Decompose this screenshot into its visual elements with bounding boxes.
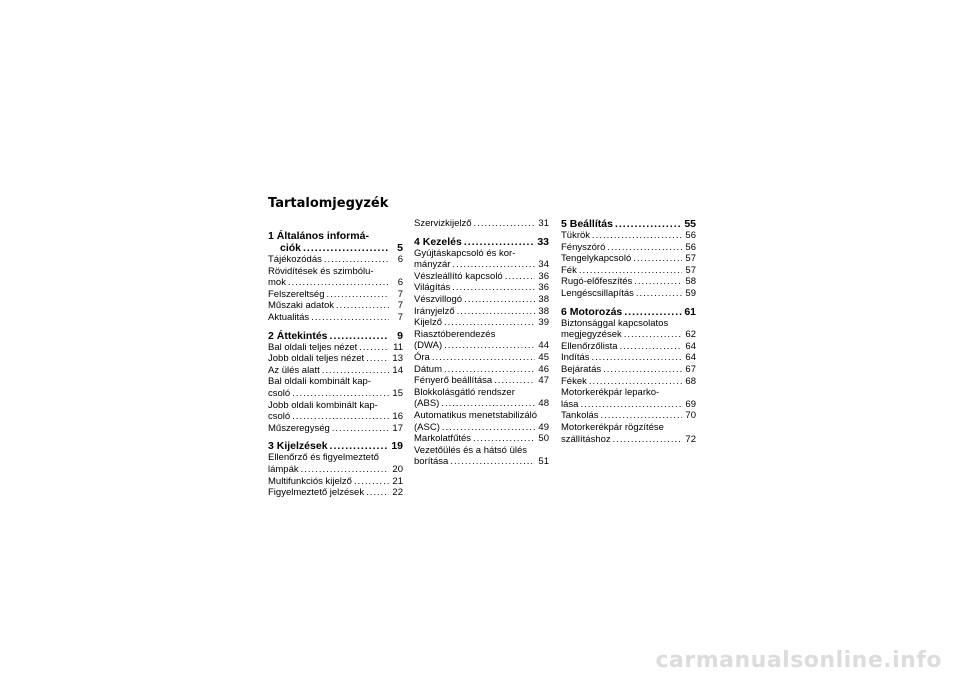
toc-entry[interactable] (268, 254, 403, 266)
dot-leader (441, 398, 535, 410)
dot-leader (603, 364, 682, 376)
dot-leader (589, 376, 682, 388)
toc-entry-text-line1: Biztonsággal kapcsolatos (561, 317, 669, 329)
toc-entry[interactable] (414, 329, 549, 352)
toc-page-number: 61 (684, 305, 696, 318)
toc-entry-text: Fényerő beállítása (414, 375, 493, 387)
dot-leader (366, 487, 389, 499)
toc-entry[interactable] (268, 289, 403, 301)
toc-entry-text: Figyelmeztető jelzések (268, 487, 365, 499)
toc-entry-text: megjegyzések (561, 329, 622, 341)
toc-page-number: 36 (538, 282, 549, 294)
toc-page-number: 5 (397, 242, 403, 254)
toc-entry-text: szállításhoz (561, 433, 611, 445)
dot-leader (473, 433, 535, 445)
dot-leader (366, 353, 389, 365)
toc-entry-text-line1: Gyújtáskapcsoló és kor- (414, 247, 516, 259)
toc-entry[interactable] (561, 352, 696, 364)
toc-column-2 (414, 218, 549, 468)
dot-leader (354, 476, 389, 488)
toc-entry-text: Jobb oldali teljes nézet (268, 353, 365, 365)
dot-leader (303, 242, 389, 254)
toc-entry-text: Indítás (561, 352, 590, 364)
toc-section[interactable] (268, 230, 403, 254)
dot-leader (336, 300, 389, 312)
toc-page-number: 15 (392, 387, 403, 399)
toc-page-number: 49 (538, 421, 549, 433)
toc-page-number: 70 (685, 410, 696, 422)
toc-entry-text: Irányjelző (414, 305, 455, 317)
toc-page-number: 55 (684, 218, 696, 230)
toc-entry[interactable] (414, 433, 549, 445)
toc-entry-text: Fékek (561, 375, 587, 387)
toc-page-number: 33 (537, 235, 549, 248)
toc-page-number: 57 (685, 253, 696, 265)
toc-entry-text: mok (268, 277, 286, 289)
toc-entry[interactable] (414, 375, 549, 387)
dot-leader (330, 330, 389, 342)
dot-leader (505, 271, 535, 283)
toc-entry-text: (ABS) (414, 398, 440, 410)
toc-page-number: 7 (397, 288, 403, 300)
dot-leader (464, 294, 535, 306)
dot-leader (615, 218, 682, 230)
dot-leader (464, 236, 535, 248)
toc-entry-text: mányzár (414, 259, 451, 271)
toc-page-number: 69 (685, 398, 696, 410)
toc-entry-text-line1: Bal oldali kombinált kap- (268, 376, 371, 388)
toc-entry[interactable] (414, 282, 549, 294)
toc-page-number: 44 (538, 340, 549, 352)
dot-leader (332, 423, 389, 435)
toc-entry[interactable] (561, 410, 696, 422)
toc-page-number: 72 (685, 433, 696, 445)
toc-page-number: 64 (685, 352, 696, 364)
toc-page-number: 31 (538, 218, 549, 229)
toc-entry-text: Rugó-előfeszítés (561, 276, 633, 288)
dot-leader (580, 399, 682, 411)
dot-leader (634, 276, 682, 288)
dot-leader (359, 342, 389, 354)
dot-leader (444, 364, 535, 376)
page-title: Tartalomjegyzék (268, 196, 389, 211)
toc-page-number: 17 (392, 422, 403, 434)
toc-entry[interactable] (414, 271, 549, 283)
watermark: carmanualsonline.info (655, 648, 942, 673)
dot-leader (292, 388, 389, 400)
toc-page-number: 36 (538, 270, 549, 282)
toc-entry[interactable] (414, 445, 549, 468)
dot-leader (592, 352, 682, 364)
dot-leader (636, 288, 682, 300)
toc-entry-text-line1: Vezetőülés és a hátsó ülés (414, 444, 528, 456)
toc-entry-text: 3 Kijelzések (268, 440, 328, 453)
toc-entry-text: lámpák (268, 463, 299, 475)
toc-entry-text-line1: Jobb oldali kombinált kap- (268, 399, 378, 411)
toc-entry-text: borítása (414, 456, 449, 468)
toc-entry[interactable] (561, 253, 696, 265)
toc-entry-text: Az ülés alatt (268, 364, 320, 376)
toc-entry-text: 4 Kezelés (414, 235, 462, 248)
dot-leader (301, 464, 389, 476)
toc-entry-text: ciók (280, 242, 302, 254)
toc-entry[interactable] (561, 230, 696, 242)
dot-leader (292, 411, 389, 423)
toc-entry[interactable] (561, 387, 696, 410)
toc-page-number: 58 (685, 276, 696, 288)
toc-entry[interactable] (414, 410, 549, 433)
toc-entry[interactable] (561, 376, 696, 388)
dot-leader (288, 277, 389, 289)
toc-page-number: 13 (392, 353, 403, 365)
dot-leader (592, 230, 682, 242)
dot-leader (579, 265, 682, 277)
toc-entry[interactable] (561, 341, 696, 353)
toc-entry[interactable] (561, 288, 696, 300)
toc-entry-text: Vészleállító kapcsoló (414, 270, 503, 282)
toc-page-number: 19 (391, 440, 403, 453)
toc-entry[interactable] (268, 376, 403, 399)
toc-entry-text: Műszaki adatok (268, 300, 335, 312)
dot-leader (444, 317, 535, 329)
toc-page-number: 22 (392, 487, 403, 499)
toc-section[interactable] (268, 440, 403, 452)
toc-entry[interactable] (561, 276, 696, 288)
toc-section[interactable] (561, 218, 696, 230)
toc-entry[interactable] (561, 318, 696, 341)
toc-entry-text: Tükrök (561, 230, 591, 241)
toc-page-number: 57 (685, 264, 696, 276)
dot-leader (442, 422, 535, 434)
dot-leader (450, 456, 535, 468)
toc-entry[interactable] (414, 352, 549, 364)
toc-entry-text: Fék (561, 264, 577, 276)
toc-page-number: 38 (538, 293, 549, 305)
toc-page-number: 64 (685, 340, 696, 352)
toc-entry-text-line1: Blokkolásgátló rendszer (414, 386, 515, 398)
toc-entry[interactable] (414, 317, 549, 329)
toc-entry[interactable] (268, 312, 403, 324)
toc-entry-text: Bal oldali teljes nézet (268, 341, 358, 353)
toc-entry-text-line1: Rövidítések és szimbólu- (268, 265, 374, 277)
toc-entry-text: Szervizkijelző (414, 218, 472, 229)
dot-leader (613, 434, 682, 446)
dot-leader (330, 440, 389, 452)
toc-page-number: 47 (538, 375, 549, 387)
dot-leader (327, 289, 390, 301)
toc-page-number: 48 (538, 398, 549, 410)
toc-page-number: 50 (538, 433, 549, 445)
toc-entry-text: Tájékozódás (268, 254, 322, 265)
toc-entry-text: Multifunkciós kijelző (268, 475, 352, 487)
toc-entry-text: Lengéscsillapítás (561, 287, 634, 299)
toc-page-number: 14 (392, 364, 403, 376)
toc-entry-text: (DWA) (414, 340, 443, 352)
toc-page-number: 45 (538, 351, 549, 363)
toc-entry-text: Vészvillogó (414, 293, 463, 305)
toc-page-number: 51 (538, 456, 549, 468)
toc-column-3 (561, 218, 696, 445)
toc-entry-text: Tankolás (561, 410, 599, 422)
toc-entry-text: lása (561, 398, 579, 410)
dot-leader (322, 365, 389, 377)
dot-leader (601, 410, 683, 422)
toc-entry[interactable] (268, 423, 403, 435)
dot-leader (311, 312, 389, 324)
toc-entry-text: Fényszóró (561, 241, 606, 253)
toc-entry-text: Aktualitás (268, 311, 310, 323)
dot-leader (620, 341, 683, 353)
toc-entry[interactable] (268, 300, 403, 312)
dot-leader (624, 306, 682, 318)
toc-entry-text: csoló (268, 387, 291, 399)
toc-page-number: 11 (393, 341, 403, 353)
toc-entry-text-line1: Motorkerékpár rögzítése (561, 421, 664, 433)
dot-leader (432, 352, 535, 364)
toc-entry-text: Világítás (414, 282, 451, 294)
toc-entry-text: Felszereltség (268, 288, 325, 300)
toc-entry-text-line1: 1 Általános informá- (268, 230, 369, 242)
toc-entry-text: 2 Áttekintés (268, 329, 328, 342)
toc-entry[interactable] (414, 364, 549, 376)
toc-entry[interactable] (268, 365, 403, 377)
dot-leader (633, 253, 682, 265)
toc-entry[interactable] (414, 294, 549, 306)
toc-page-number: 7 (397, 311, 403, 323)
dot-leader (452, 259, 535, 271)
toc-entry[interactable] (268, 476, 403, 488)
toc-entry-text: 5 Beállítás (561, 218, 613, 230)
toc-entry[interactable] (268, 342, 403, 354)
toc-entry-text: Bejáratás (561, 363, 602, 375)
toc-entry[interactable] (414, 218, 549, 230)
toc-entry[interactable] (561, 364, 696, 376)
toc-section[interactable] (268, 330, 403, 342)
toc-section[interactable] (414, 236, 549, 248)
toc-page-number: 21 (392, 475, 403, 487)
toc-entry[interactable] (268, 400, 403, 423)
toc-entry-text-line1: Riasztóberendezés (414, 328, 496, 340)
dot-leader (494, 375, 535, 387)
toc-page-number: 59 (685, 287, 696, 299)
toc-page-number: 34 (538, 259, 549, 271)
toc-entry[interactable] (268, 353, 403, 365)
toc-entry-text: csoló (268, 411, 291, 423)
toc-page-number: 62 (685, 329, 696, 341)
toc-entry-text: Kijelző (414, 317, 442, 329)
dot-leader (452, 282, 535, 294)
toc-entry-text-line1: Ellenőrző és figyelmeztető (268, 452, 379, 464)
toc-entry[interactable] (561, 265, 696, 277)
toc-entry-text: (ASC) (414, 421, 440, 433)
toc-entry[interactable] (268, 452, 403, 475)
dot-leader (474, 218, 535, 230)
toc-page-number: 67 (685, 363, 696, 375)
toc-page-number: 46 (538, 363, 549, 375)
toc-entry[interactable] (268, 266, 403, 289)
toc-page-number: 56 (685, 241, 696, 253)
toc-entry-text-line1: Automatikus menetstabilizáló (414, 409, 538, 421)
toc-page-number: 6 (397, 254, 403, 265)
toc-entry-text: Ellenőrzőlista (561, 340, 618, 352)
dot-leader (624, 329, 682, 341)
toc-page-number: 6 (397, 277, 403, 289)
dot-leader (324, 254, 389, 266)
toc-entry[interactable] (414, 306, 549, 318)
toc-entry-text: 6 Motorozás (561, 305, 623, 318)
toc-entry-text: Markolatfűtés (414, 433, 472, 445)
toc-entry[interactable] (561, 242, 696, 254)
toc-column-1 (268, 230, 403, 499)
toc-page-number: 56 (685, 230, 696, 241)
toc-page-number: 68 (685, 375, 696, 387)
toc-entry-text: Műszeregység (268, 422, 330, 434)
toc-section[interactable] (561, 306, 696, 318)
toc-page-number: 16 (392, 411, 403, 423)
toc-entry-text: Tengelykapcsoló (561, 253, 632, 265)
dot-leader (457, 306, 535, 318)
dot-leader (444, 340, 535, 352)
toc-entry-text-line1: Motorkerékpár leparko- (561, 387, 660, 399)
toc-entry[interactable] (414, 387, 549, 410)
toc-page-number: 38 (538, 305, 549, 317)
toc-entry-text: Óra (414, 351, 430, 363)
toc-entry[interactable] (561, 422, 696, 445)
toc-page-number: 20 (392, 463, 403, 475)
toc-page-number: 39 (538, 317, 549, 329)
toc-page-number: 7 (397, 300, 403, 312)
toc-entry[interactable] (268, 487, 403, 499)
dot-leader (607, 242, 682, 254)
toc-entry[interactable] (414, 248, 549, 271)
toc-page-number: 9 (397, 329, 403, 342)
toc-entry-text: Dátum (414, 363, 442, 375)
